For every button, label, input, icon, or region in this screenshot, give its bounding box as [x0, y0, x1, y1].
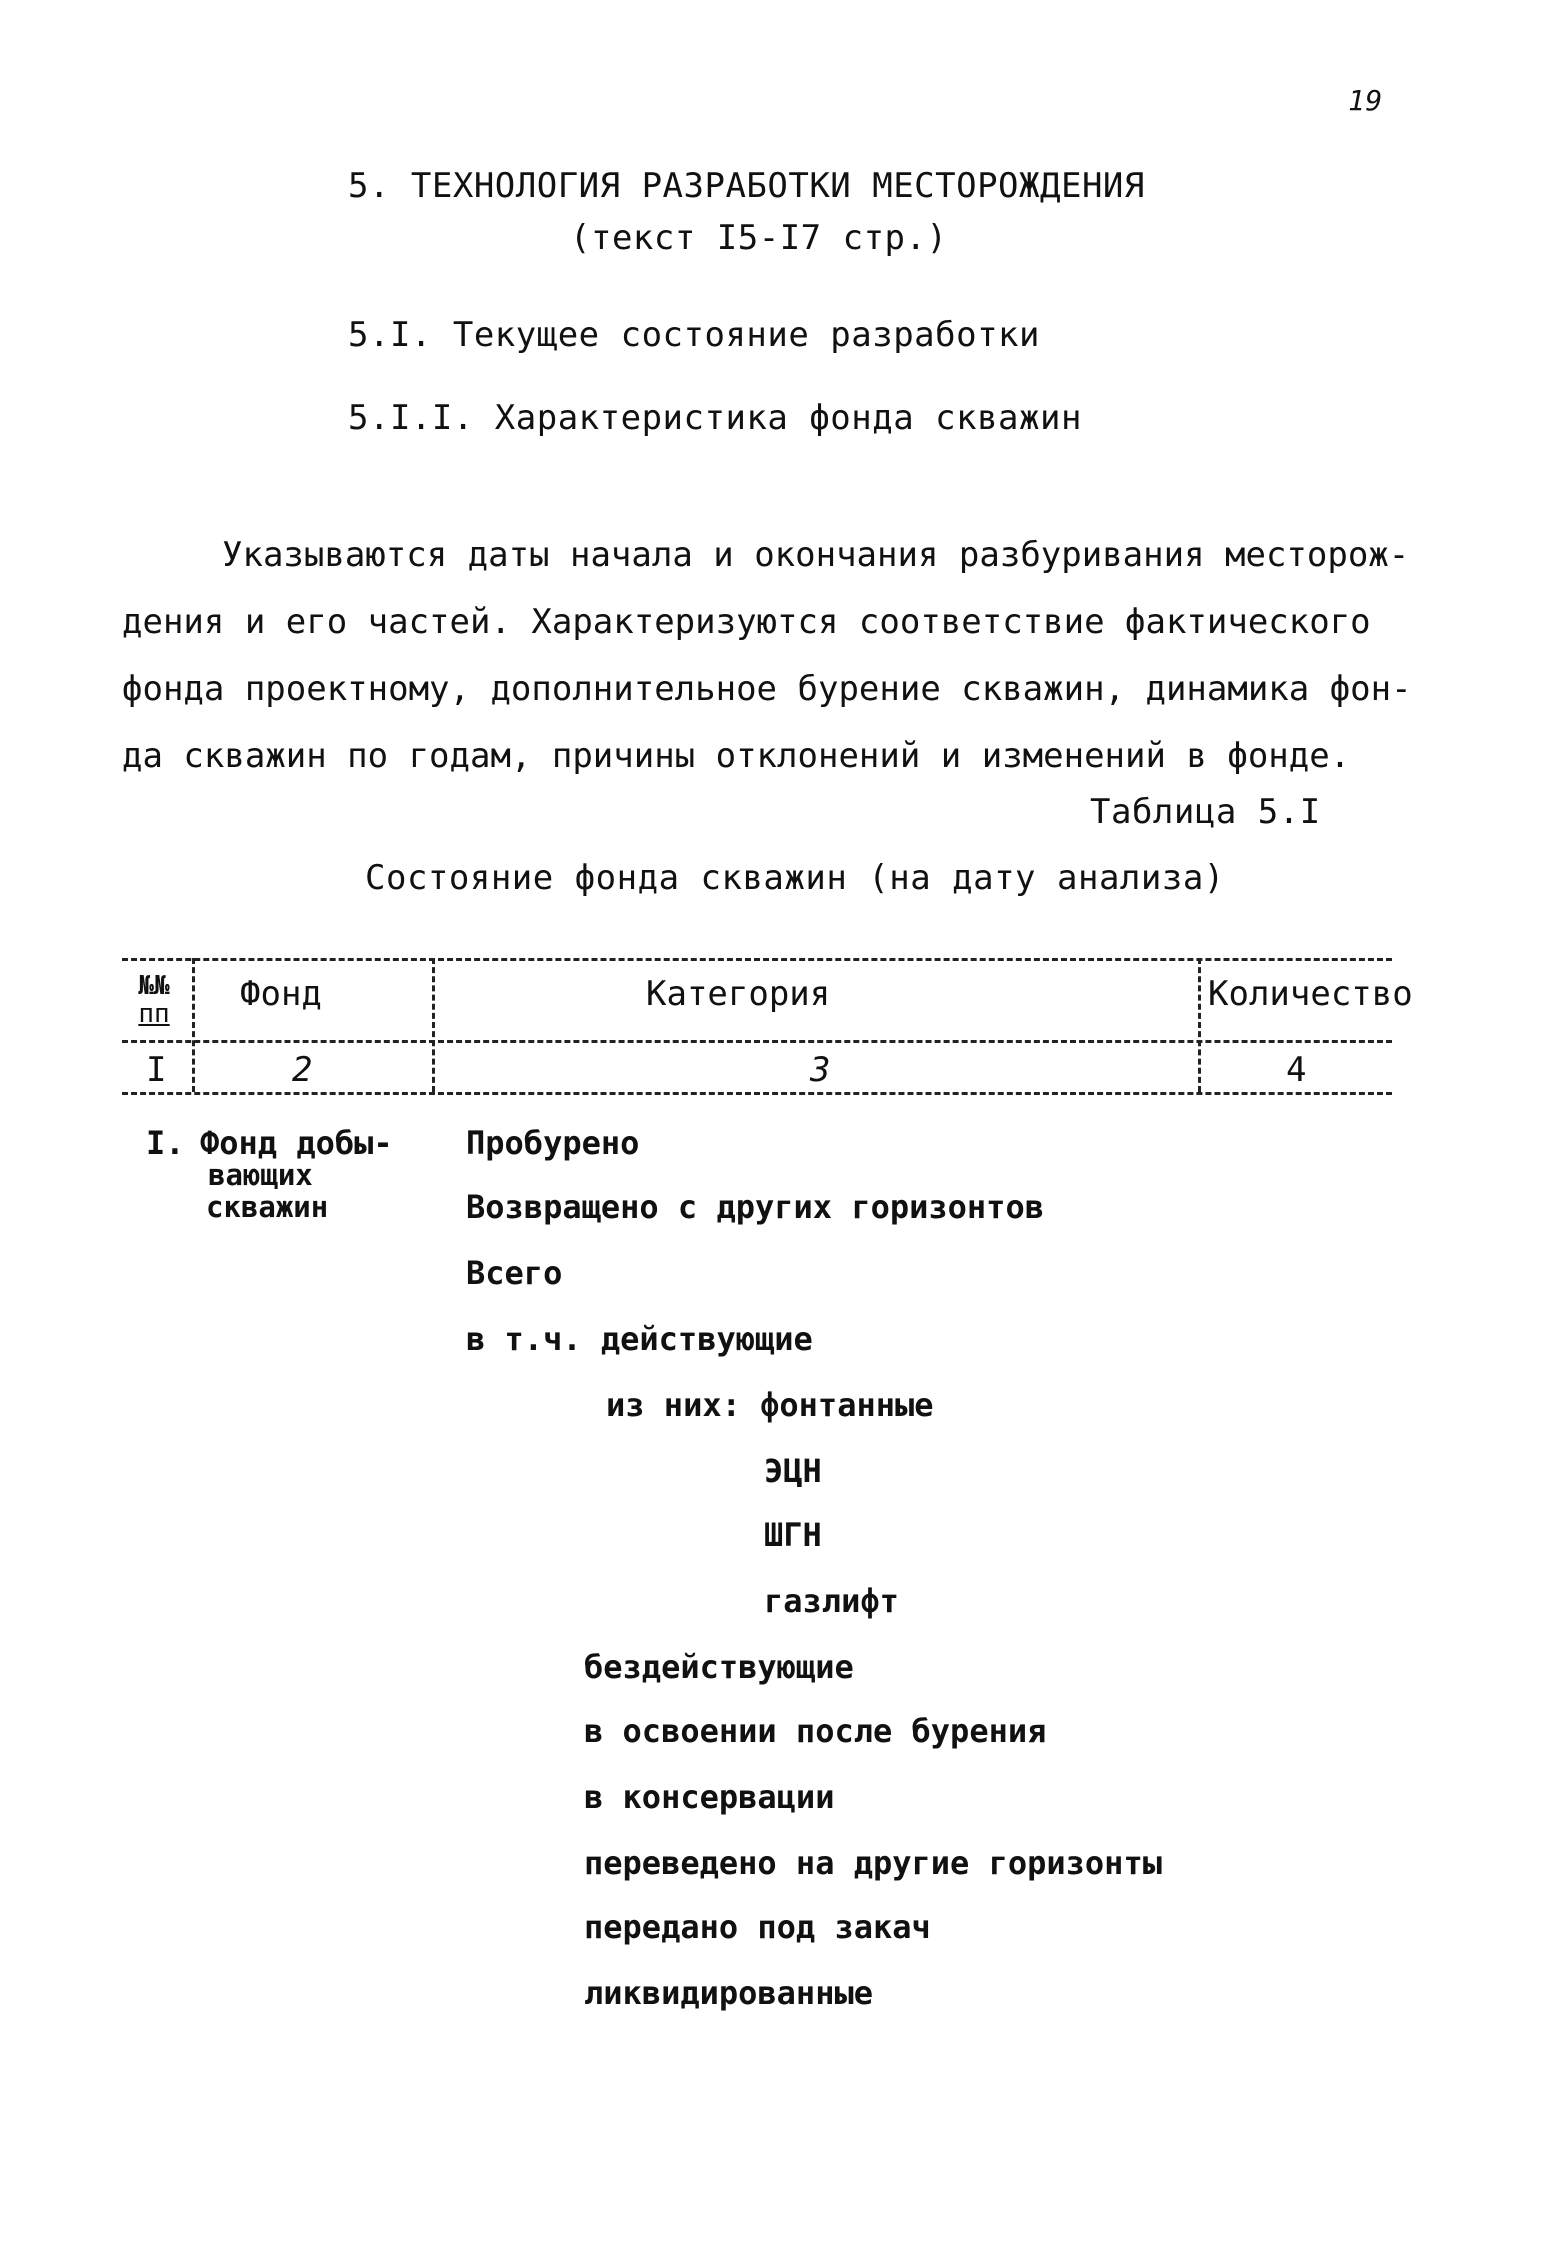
- header-category: Категория: [646, 974, 831, 1014]
- subsection-heading-5-1: 5.I. Текущее состояние разработки: [348, 315, 1041, 355]
- header-quantity: Количество: [1208, 974, 1413, 1014]
- subsection-heading-5-1-1: 5.I.I. Характеристика фонда скважин: [348, 398, 1082, 438]
- category-item: ликвидированные: [584, 1974, 873, 2012]
- category-item: бездействующие: [584, 1648, 854, 1686]
- header-rule-middle: [122, 1040, 1392, 1043]
- header-colnum-1: I: [146, 1050, 167, 1090]
- table-label: Таблица 5.I: [1090, 792, 1321, 832]
- category-item: в консервации: [584, 1778, 835, 1816]
- paragraph-line: фонда проектному, дополнительное бурение скважин, динамика фон-: [122, 669, 1412, 709]
- header-divider-1: [192, 958, 195, 1092]
- table-caption: Состояние фонда скважин (на дату анализа): [365, 858, 1225, 898]
- category-item: ШГН: [764, 1516, 822, 1554]
- header-rule-bottom: [122, 1092, 1392, 1095]
- category-item: газлифт: [764, 1582, 899, 1620]
- paragraph-line: дения и его частей. Характеризуются соответствие фактического: [122, 602, 1371, 642]
- header-colnum-2: 2: [292, 1050, 313, 1090]
- category-item: Всего: [466, 1254, 563, 1292]
- header-colnum-4: 4: [1286, 1050, 1307, 1090]
- paragraph-line: да скважин по годам, причины отклонений и изменений в фонде.: [122, 736, 1351, 776]
- header-colnum-3: 3: [810, 1050, 831, 1090]
- header-num-line2: пп: [138, 999, 170, 1029]
- page-number: 19: [1348, 84, 1383, 117]
- category-item: Пробурено: [466, 1124, 640, 1162]
- header-divider-2: [432, 958, 435, 1092]
- category-item: ЭЦН: [764, 1452, 822, 1490]
- section-title: 5. ТЕХНОЛОГИЯ РАЗРАБОТКИ МЕСТОРОЖДЕНИЯ: [348, 166, 1145, 206]
- header-num-cell: [124, 972, 184, 1028]
- header-rule-top: [122, 958, 1392, 961]
- description-paragraph: [122, 522, 1412, 790]
- header-fund: Фонд: [240, 974, 322, 1014]
- category-item: Возвращено с других горизонтов: [466, 1188, 1044, 1226]
- category-item: переведено на другие горизонты: [584, 1844, 1162, 1882]
- paragraph-line: Указываются даты начала и окончания разбуривания месторож-: [222, 535, 1410, 575]
- category-item: в освоении после бурения: [584, 1712, 1047, 1750]
- fund-name-line3: скважин: [206, 1190, 329, 1224]
- row-number: I.: [146, 1124, 185, 1162]
- category-item: из них: фонтанные: [606, 1386, 934, 1424]
- header-num-line1: №№: [138, 971, 170, 1001]
- category-item: передано под закач: [584, 1908, 931, 1946]
- fund-name-line2: вающих: [208, 1158, 313, 1192]
- header-divider-3: [1198, 958, 1201, 1092]
- section-subtitle: (текст I5-I7 стр.): [570, 218, 948, 258]
- category-item: в т.ч. действующие: [466, 1320, 813, 1358]
- fund-name-line1: Фонд добы-: [200, 1124, 393, 1162]
